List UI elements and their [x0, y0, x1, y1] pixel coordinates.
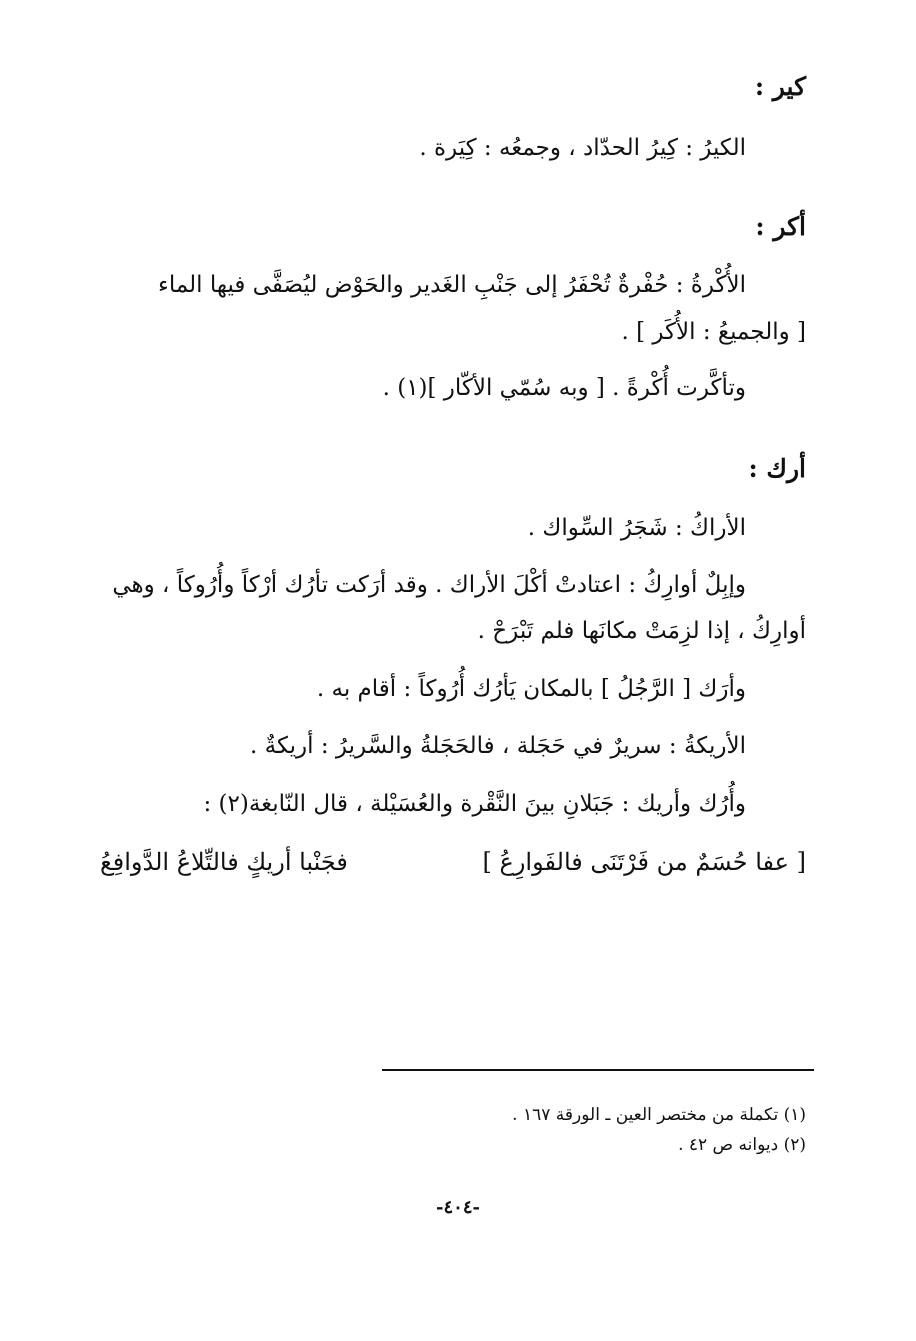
entry-line: وإبِلٌ أوارِكُ : اعتادتْ أكْلَ الأراك . وقد أرَكت تأرُك أرْكاً وأُرُوكاً ، وهي: [112, 572, 746, 598]
headword-akr: أكر :: [755, 212, 806, 241]
headword-kir: كير :: [754, 72, 806, 101]
entry-line: الأُكْرةُ : حُفْرةٌ تُحْفَرُ إلى جَنْبِ الغَدير والحَوْض ليُصَفَّى فيها الماء: [158, 272, 746, 298]
entry-line: [ والجميعُ : الأُكَر ] .: [621, 319, 806, 345]
poetry-verse: [100, 848, 806, 882]
entry-line: الأريكةُ : سريرٌ في حَجَلة ، فالحَجَلةُ والسَّريرُ : أريكةٌ .: [249, 733, 746, 759]
entry-line: وأُرُك وأريك : جَبَلانِ بينَ النَّقْرة والعُسَيْلة ، قال النّابغة(٢) :: [203, 791, 746, 817]
entry-line: الأراكُ : شَجَرُ السِّواك .: [527, 515, 746, 541]
verse-second-hemistich: فجَنْبا أريكٍ فالتِّلاعُ الدَّوافِعُ: [100, 848, 348, 876]
entry-line: الكيرُ : كِيرُ الحدّاد ، وجمعُه : كِيَرة .: [419, 135, 746, 161]
entry-line: أوارِكُ ، إذا لزِمَتْ مكانَها فلم تَبْرَحْ .: [477, 618, 806, 644]
page-number: -٤٠٤-: [436, 1197, 480, 1218]
footnote-separator: [382, 1069, 814, 1071]
entry-line: وأرَك [ الرَّجُلُ ] بالمكان يَأرُك أُرُوكاً : أقام به .: [316, 676, 746, 702]
verse-first-hemistich: [ عفا حُسَمٌ من فَرْتَنَى فالفَوارِعُ ]: [482, 848, 806, 876]
entry-line: وتأكَّرت أُكْرةً . [ وبه سُمّي الأكّار ](١) .: [382, 375, 746, 401]
footnote-2: (٢) ديوانه ص ٤٢ .: [678, 1135, 806, 1155]
headword-ark: أرك :: [748, 454, 806, 483]
footnote-1: (١) تكملة من مختصر العين ـ الورقة ١٦٧ .: [512, 1105, 806, 1125]
